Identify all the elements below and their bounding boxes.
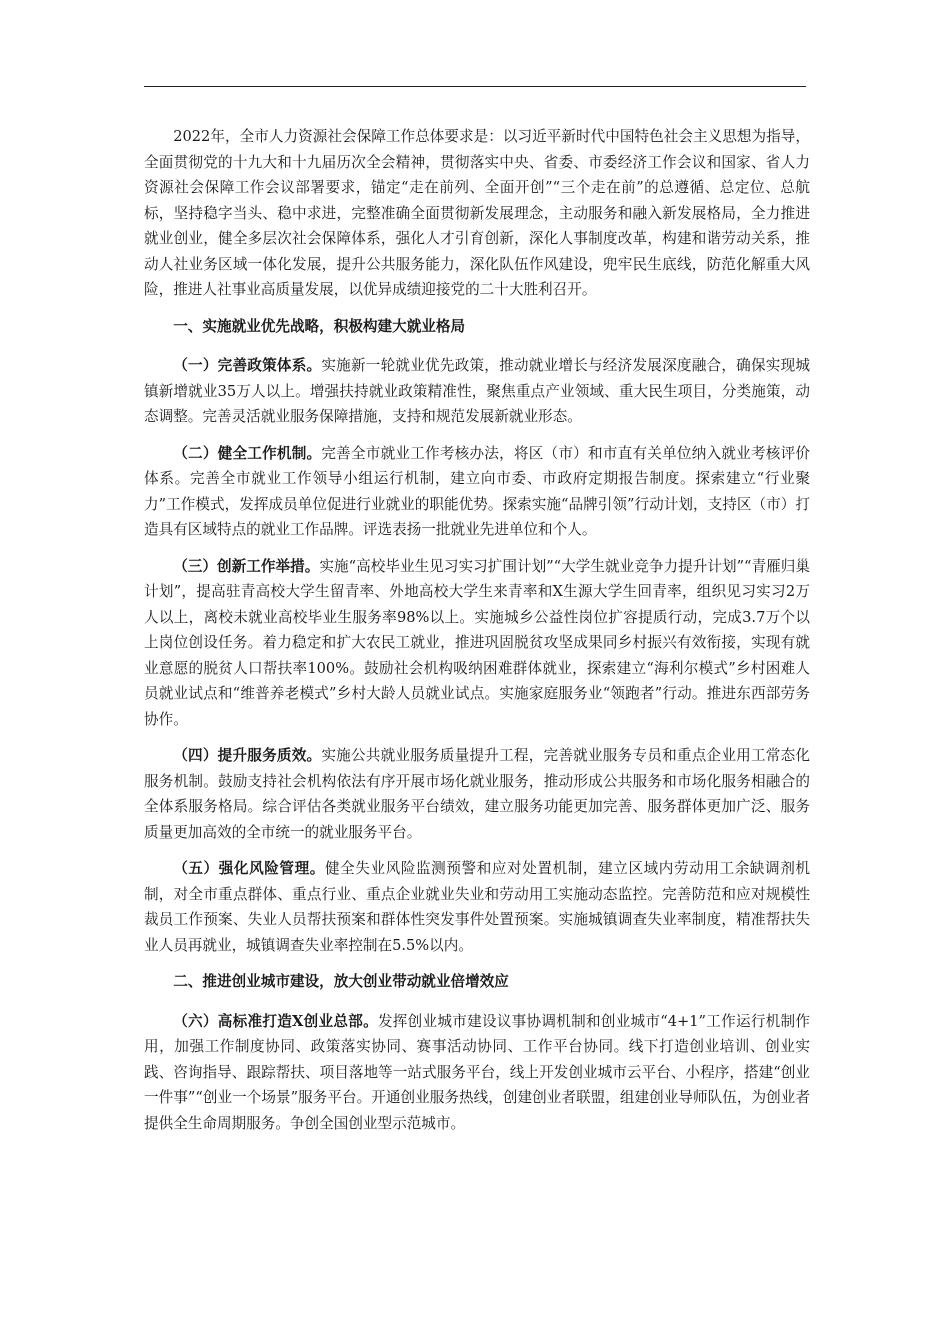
item-1-paragraph — [144, 353, 810, 430]
item-3-body: 实施“高校毕业生见习实习扩围计划”“大学生就业竞争力提升计划”“青雁归巢计划”，提高驻青高校大学生留青率、外地高校大学生来青率和X生源大学生回青率，组织见习实习2万人以上，离校未就业高校毕业生服务率98%以上。实施城乡公益性岗位扩容提质行动，完成3.7万个以上岗位创设任务。着力稳定和扩大农民工就业，推进巩固脱贫攻坚成果同乡村振兴有效衔接，实现有就业意愿的脱贫人口帮扶率100%。鼓励社会机构吸纳困难群体就业，探索建立“海利尔模式”乡村困难人员就业试点和“维普养老模式”乡村大龄人员就业试点。实施家庭服务业“领跑者”行动。推进东西部劳务协作。 — [144, 557, 810, 728]
item-2-lead: （二）健全工作机制。 — [173, 444, 322, 462]
document-body — [144, 124, 810, 1147]
header-rule — [144, 86, 806, 87]
item-5-lead: （五）强化风险管理。 — [173, 860, 325, 877]
section-2-heading: 二、推进创业城市建设，放大创业带动就业倍增效应 — [173, 973, 509, 990]
item-4-body: 实施公共就业服务质量提升工程，完善就业服务专员和重点企业用工常态化服务机制。鼓励支持社会机构依法有序开展市场化就业服务，推动形成公共服务和市场化服务相融合的全体系服务格局。综合评估各类就业服务平台绩效，建立服务功能更加完善、服务群体更加广泛、服务质量更加高效的全市统一的就业服务平台。 — [144, 747, 810, 841]
item-5-body: 健全失业风险监测预警和应对处置机制，建立区域内劳动用工余缺调剂机制，对全市重点群体、重点行业、重点企业就业失业和劳动用工实施动态监控。完善防范和应对规模性裁员工作预案、失业人员帮扶预案和群体性突发事件处置预案。实施城镇调查失业率制度，精准帮扶失业人员再就业，城镇调查失业率控制在5.5%以内。 — [144, 860, 810, 954]
item-4-lead: （四）提升服务质效。 — [173, 747, 322, 764]
intro-paragraph: 2022年，全市人力资源社会保障工作总体要求是：以习近平新时代中国特色社会主义思想为指导，全面贯彻党的十九大和十九届历次全会精神，贯彻落实中央、省委、市委经济工作会议和国家、省人力资源社会保障工作会议部署要求，锚定“走在前列、全面开创”“三个走在前”的总遵循、总定位、总航标，坚持稳字当头、稳中求进，完整准确全面贯彻新发展理念，主动服务和融入新发展格局，全力推进就业创业，健全多层次社会保障体系，强化人才引育创新，深化人事制度改革，构建和谐劳动关系，推动人社业务区域一体化发展，提升公共服务能力，深化队伍作风建设，兜牢民生底线，防范化解重大风险，推进人社事业高质量发展，以优异成绩迎接党的二十大胜利召开。 — [144, 128, 810, 298]
item-6-lead: （六）高标准打造X创业总部。 — [173, 1012, 378, 1030]
section-1-heading: 一、实施就业优先战略，积极构建大就业格局 — [173, 317, 466, 335]
item-4-paragraph — [144, 743, 810, 845]
item-6-body: 发挥创业城市建设议事协调机制和创业城市“4+1”工作运行机制作用，加强工作制度协同、政策落实协同、赛事活动协同、工作平台协同。线下打造创业培训、创业实践、咨询指导、跟踪帮扶、项目落地等一站式服务平台，线上开发创业城市云平台、小程序，搭建“创业一件事”“创业一个场景”服务平台。开通创业服务热线，创建创业者联盟，组建创业导师队伍，为创业者提供全生命周期服务。争创全国创业型示范城市。 — [144, 1012, 810, 1132]
item-1-body: 实施新一轮就业优先政策，推动就业增长与经济发展深度融合，确保实现城镇新增就业35万人以上。增强扶持就业政策精准性，聚焦重点产业领域、重大民生项目，分类施策，动态调整。完善灵活就业服务保障措施，支持和规范发展新就业形态。 — [144, 357, 810, 425]
item-3-paragraph — [144, 554, 810, 733]
item-5-paragraph — [144, 856, 810, 958]
item-1-lead: （一）完善政策体系。 — [173, 357, 322, 374]
item-6-paragraph — [144, 1009, 810, 1137]
item-3-lead: （三）创新工作举措。 — [173, 557, 320, 575]
item-2-body: 完善全市就业工作考核办法，将区（市）和市直有关单位纳入就业考核评价体系。完善全市就业工作领导小组运行机制，建立向市委、市政府定期报告制度。探索建立“行业聚力”工作模式，发挥成员单位促进行业就业的职能优势。探索实施“品牌引领”行动计划，支持区（市）打造具有区域特点的就业工作品牌。评选表扬一批就业先进单位和个人。 — [144, 444, 810, 538]
item-2-paragraph — [144, 441, 810, 543]
